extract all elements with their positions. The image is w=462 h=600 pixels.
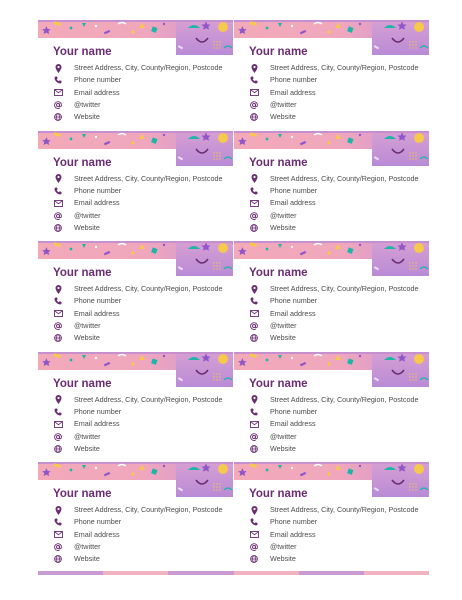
at-sign-icon <box>52 100 64 110</box>
phone-icon <box>248 407 260 417</box>
globe-icon <box>248 333 260 343</box>
phone-text: Phone number <box>74 296 122 306</box>
sheet-bottom-strip <box>38 571 429 575</box>
phone-icon <box>52 186 64 196</box>
envelope-icon <box>248 198 260 208</box>
twitter-text: @twitter <box>74 431 101 441</box>
strip-segment <box>168 571 233 575</box>
phone-row <box>52 295 232 307</box>
twitter-row <box>248 99 428 111</box>
twitter-row <box>52 209 232 221</box>
globe-icon <box>248 112 260 122</box>
twitter-text: @twitter <box>74 321 101 331</box>
phone-row <box>52 406 232 418</box>
website-text: Website <box>74 554 100 564</box>
card-name: Your name <box>53 377 118 391</box>
business-card[interactable] <box>234 20 429 127</box>
location-pin-icon <box>248 505 260 515</box>
globe-icon <box>52 333 64 343</box>
email-row <box>52 308 232 320</box>
location-pin-icon <box>248 284 260 294</box>
website-row <box>248 443 428 455</box>
at-sign-icon <box>52 211 64 221</box>
phone-row <box>52 74 232 86</box>
phone-row <box>248 74 428 86</box>
globe-icon <box>248 223 260 233</box>
business-card[interactable] <box>234 131 429 238</box>
strip-segment <box>38 571 103 575</box>
address-text: Street Address, City, County/Region, Postcode <box>270 284 419 294</box>
globe-icon <box>52 223 64 233</box>
twitter-row <box>248 430 428 442</box>
location-pin-icon <box>52 284 64 294</box>
envelope-icon <box>248 530 260 540</box>
business-card[interactable] <box>38 131 233 238</box>
phone-icon <box>52 517 64 527</box>
at-sign-icon <box>248 321 260 331</box>
strip-segment <box>234 571 299 575</box>
phone-text: Phone number <box>270 406 318 416</box>
email-row <box>248 308 428 320</box>
address-row <box>52 283 232 295</box>
website-text: Website <box>270 554 296 564</box>
phone-icon <box>248 517 260 527</box>
email-text: Email address <box>270 419 316 429</box>
email-row <box>52 87 232 99</box>
phone-icon <box>52 75 64 85</box>
website-row <box>248 553 428 565</box>
website-row <box>52 111 232 123</box>
envelope-icon <box>52 419 64 429</box>
address-row <box>248 504 428 516</box>
twitter-row <box>52 430 232 442</box>
envelope-icon <box>248 88 260 98</box>
strip-segment <box>364 571 429 575</box>
website-text: Website <box>270 112 296 122</box>
location-pin-icon <box>248 395 260 405</box>
phone-icon <box>52 296 64 306</box>
twitter-row <box>248 541 428 553</box>
phone-icon <box>248 296 260 306</box>
email-row <box>52 529 232 541</box>
twitter-text: @twitter <box>270 100 297 110</box>
card-name: Your name <box>249 45 314 59</box>
address-text: Street Address, City, County/Region, Postcode <box>270 505 419 515</box>
website-row <box>52 553 232 565</box>
address-row <box>248 394 428 406</box>
address-row <box>52 62 232 74</box>
address-row <box>52 504 232 516</box>
location-pin-icon <box>52 63 64 73</box>
phone-text: Phone number <box>270 185 318 195</box>
address-text: Street Address, City, County/Region, Postcode <box>270 63 419 73</box>
card-name: Your name <box>249 377 314 391</box>
twitter-text: @twitter <box>74 210 101 220</box>
website-row <box>248 111 428 123</box>
contact-details <box>52 504 232 565</box>
address-row <box>52 173 232 185</box>
twitter-row <box>52 99 232 111</box>
website-text: Website <box>74 222 100 232</box>
globe-icon <box>248 554 260 564</box>
contact-details <box>248 504 428 565</box>
phone-row <box>248 516 428 528</box>
email-text: Email address <box>74 529 120 539</box>
website-row <box>248 332 428 344</box>
business-card[interactable] <box>38 20 233 127</box>
card-name: Your name <box>249 266 314 280</box>
address-text: Street Address, City, County/Region, Postcode <box>74 63 223 73</box>
address-text: Street Address, City, County/Region, Postcode <box>74 505 223 515</box>
strip-segment <box>299 571 364 575</box>
email-text: Email address <box>74 308 120 318</box>
twitter-text: @twitter <box>270 321 297 331</box>
phone-text: Phone number <box>270 517 318 527</box>
email-text: Email address <box>270 529 316 539</box>
globe-icon <box>248 444 260 454</box>
at-sign-icon <box>248 211 260 221</box>
location-pin-icon <box>52 395 64 405</box>
location-pin-icon <box>52 174 64 184</box>
website-text: Website <box>74 443 100 453</box>
twitter-row <box>248 320 428 332</box>
email-text: Email address <box>74 419 120 429</box>
address-text: Street Address, City, County/Region, Postcode <box>74 284 223 294</box>
email-row <box>248 418 428 430</box>
card-name: Your name <box>249 487 314 501</box>
website-row <box>52 222 232 234</box>
contact-details <box>248 283 428 344</box>
location-pin-icon <box>52 505 64 515</box>
address-text: Street Address, City, County/Region, Postcode <box>270 173 419 183</box>
business-card[interactable] <box>234 352 429 459</box>
at-sign-icon <box>248 100 260 110</box>
envelope-icon <box>52 198 64 208</box>
contact-details <box>52 283 232 344</box>
at-sign-icon <box>52 321 64 331</box>
at-sign-icon <box>52 432 64 442</box>
twitter-row <box>52 320 232 332</box>
card-name: Your name <box>249 156 314 170</box>
email-text: Email address <box>270 87 316 97</box>
website-text: Website <box>74 112 100 122</box>
strip-segment <box>103 571 168 575</box>
location-pin-icon <box>248 174 260 184</box>
email-row <box>248 87 428 99</box>
address-row <box>248 62 428 74</box>
envelope-icon <box>52 309 64 319</box>
twitter-text: @twitter <box>74 100 101 110</box>
contact-details <box>52 173 232 234</box>
contact-details <box>248 173 428 234</box>
phone-row <box>248 185 428 197</box>
card-name: Your name <box>53 487 118 501</box>
website-text: Website <box>270 443 296 453</box>
address-text: Street Address, City, County/Region, Postcode <box>74 173 223 183</box>
envelope-icon <box>52 530 64 540</box>
envelope-icon <box>248 419 260 429</box>
email-text: Email address <box>270 198 316 208</box>
phone-row <box>52 185 232 197</box>
phone-text: Phone number <box>74 185 122 195</box>
twitter-row <box>248 209 428 221</box>
twitter-text: @twitter <box>270 542 297 552</box>
website-row <box>52 332 232 344</box>
twitter-text: @twitter <box>74 542 101 552</box>
website-row <box>248 222 428 234</box>
email-text: Email address <box>270 308 316 318</box>
business-card[interactable] <box>38 352 233 459</box>
website-text: Website <box>74 333 100 343</box>
contact-details <box>52 394 232 455</box>
card-name: Your name <box>53 266 118 280</box>
phone-text: Phone number <box>270 296 318 306</box>
globe-icon <box>52 554 64 564</box>
email-row <box>248 529 428 541</box>
address-text: Street Address, City, County/Region, Postcode <box>270 394 419 404</box>
business-card[interactable] <box>234 241 429 348</box>
business-card[interactable] <box>38 462 233 569</box>
business-card-sheet <box>38 20 429 564</box>
email-text: Email address <box>74 87 120 97</box>
twitter-text: @twitter <box>270 431 297 441</box>
phone-icon <box>52 407 64 417</box>
at-sign-icon <box>52 542 64 552</box>
envelope-icon <box>52 88 64 98</box>
email-row <box>52 418 232 430</box>
phone-row <box>248 406 428 418</box>
address-text: Street Address, City, County/Region, Postcode <box>74 394 223 404</box>
business-card[interactable] <box>38 241 233 348</box>
location-pin-icon <box>248 63 260 73</box>
phone-row <box>52 516 232 528</box>
at-sign-icon <box>248 542 260 552</box>
website-text: Website <box>270 222 296 232</box>
globe-icon <box>52 112 64 122</box>
contact-details <box>248 394 428 455</box>
phone-icon <box>248 75 260 85</box>
email-row <box>248 197 428 209</box>
address-row <box>248 283 428 295</box>
phone-row <box>248 295 428 307</box>
at-sign-icon <box>248 432 260 442</box>
website-text: Website <box>270 333 296 343</box>
website-row <box>52 443 232 455</box>
envelope-icon <box>248 309 260 319</box>
globe-icon <box>52 444 64 454</box>
card-name: Your name <box>53 156 118 170</box>
card-name: Your name <box>53 45 118 59</box>
business-card[interactable] <box>234 462 429 569</box>
email-text: Email address <box>74 198 120 208</box>
phone-text: Phone number <box>74 517 122 527</box>
phone-text: Phone number <box>74 75 122 85</box>
address-row <box>248 173 428 185</box>
phone-text: Phone number <box>270 75 318 85</box>
email-row <box>52 197 232 209</box>
address-row <box>52 394 232 406</box>
contact-details <box>52 62 232 123</box>
phone-icon <box>248 186 260 196</box>
twitter-row <box>52 541 232 553</box>
phone-text: Phone number <box>74 406 122 416</box>
contact-details <box>248 62 428 123</box>
twitter-text: @twitter <box>270 210 297 220</box>
